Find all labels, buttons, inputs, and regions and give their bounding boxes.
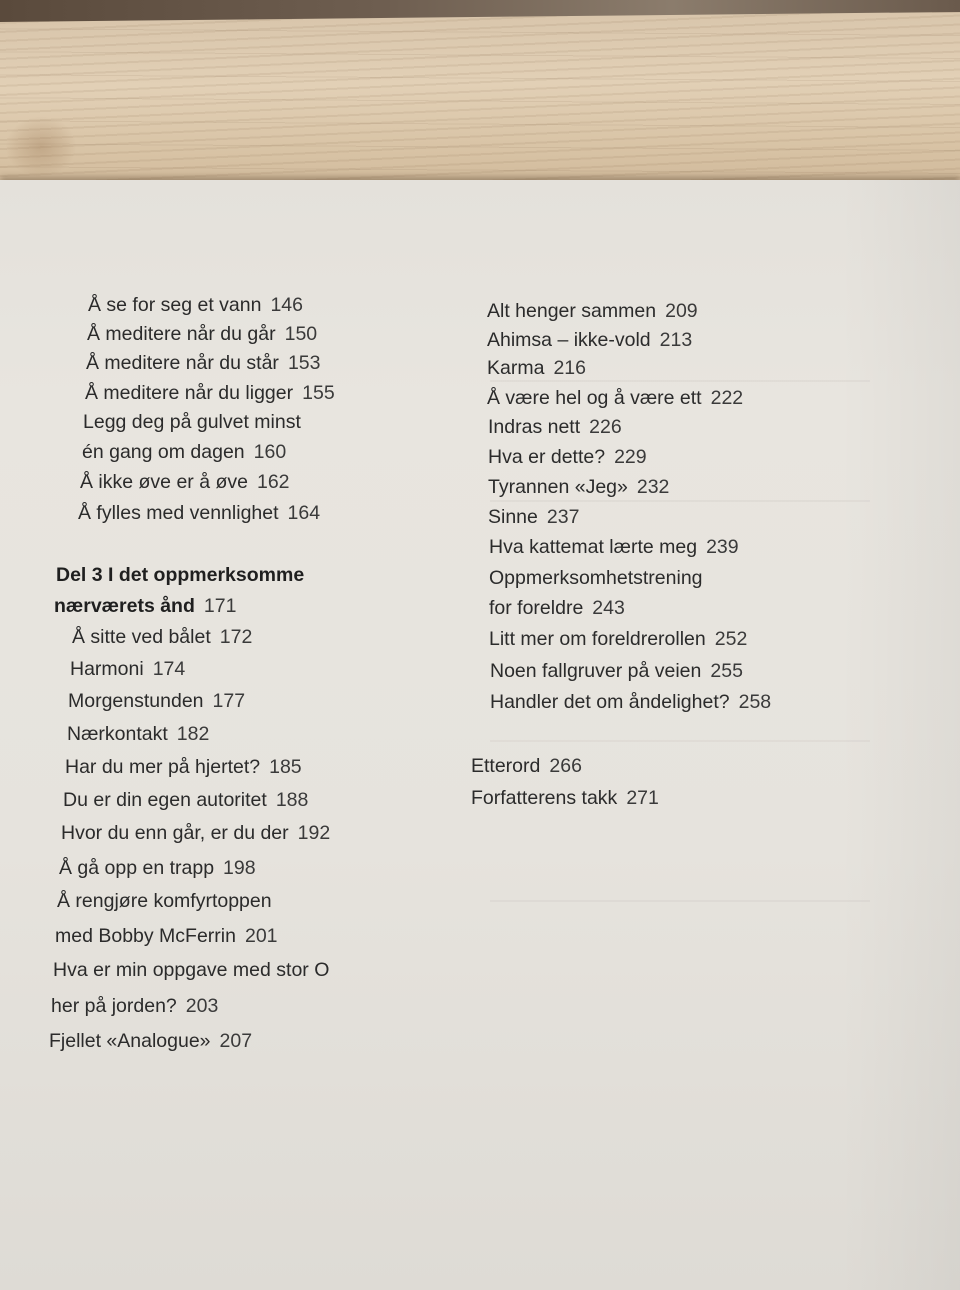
toc-entry: Nærkontakt 182 xyxy=(67,723,210,745)
toc-entry: Å se for seg et vann 146 xyxy=(88,294,303,316)
toc-entry: Hva er min oppgave med stor O xyxy=(53,959,330,981)
toc-entry: Hva kattemat lærte meg 239 xyxy=(489,536,739,558)
wood-knot xyxy=(6,116,76,177)
toc-entry: Å fylles med vennlighet 164 xyxy=(78,502,321,524)
toc-entry: Handler det om åndelighet? 258 xyxy=(490,691,772,713)
toc-entry: for foreldre 243 xyxy=(489,597,625,619)
toc-entry: her på jorden? 203 xyxy=(51,995,219,1017)
toc-part-heading: nærværets ånd 171 xyxy=(54,595,237,617)
toc-entry: Å rengjøre komfyrtoppen xyxy=(57,890,272,912)
toc-entry: Legg deg på gulvet minst xyxy=(83,411,301,433)
toc-entry: Indras nett 226 xyxy=(488,416,622,438)
toc-entry: Å ikke øve er å øve 162 xyxy=(80,471,290,493)
toc-entry: Du er din egen autoritet 188 xyxy=(63,789,309,811)
toc-entry: Å meditere når du står 153 xyxy=(86,352,321,374)
toc-entry: Å sitte ved bålet 172 xyxy=(72,626,253,648)
toc-entry: Å være hel og å være ett 222 xyxy=(487,387,744,409)
toc-entry: Å meditere når du går 150 xyxy=(87,323,318,345)
toc-entry: Har du mer på hjertet? 185 xyxy=(65,756,302,778)
toc-entry: Morgenstunden 177 xyxy=(68,690,246,712)
toc-entry: Hvor du enn går, er du der 192 xyxy=(61,822,331,844)
bleed-through-line xyxy=(490,500,870,502)
toc-entry: Etterord 266 xyxy=(471,755,582,777)
toc-entry: med Bobby McFerrin 201 xyxy=(55,925,278,947)
toc-entry: Å meditere når du ligger 155 xyxy=(85,382,335,404)
toc-entry: Harmoni 174 xyxy=(70,658,186,680)
toc-entry: Forfatterens takk 271 xyxy=(471,787,659,809)
toc-entry: Noen fallgruver på veien 255 xyxy=(490,660,743,682)
toc-entry: én gang om dagen 160 xyxy=(82,441,287,463)
toc-entry: Karma 216 xyxy=(487,357,586,379)
toc-entry: Hva er dette? 229 xyxy=(488,446,647,468)
toc-entry: Tyrannen «Jeg» 232 xyxy=(488,476,670,498)
toc-entry: Sinne 237 xyxy=(488,506,580,528)
toc-entry: Litt mer om foreldrerollen 252 xyxy=(489,628,748,650)
toc-entry: Å gå opp en trapp 198 xyxy=(59,857,256,879)
toc-entry: Alt henger sammen 209 xyxy=(487,300,698,322)
toc-entry: Ahimsa – ikke-vold 213 xyxy=(487,329,693,351)
bleed-through-line xyxy=(490,380,870,382)
page-shade xyxy=(840,180,960,1290)
toc-part-heading: Del 3 I det oppmerksomme xyxy=(56,564,305,586)
bleed-through-line xyxy=(490,740,870,742)
bleed-through-line xyxy=(490,900,870,902)
toc-entry: Oppmerksomhetstrening xyxy=(489,567,703,589)
toc-entry: Fjellet «Analogue» 207 xyxy=(49,1030,253,1052)
